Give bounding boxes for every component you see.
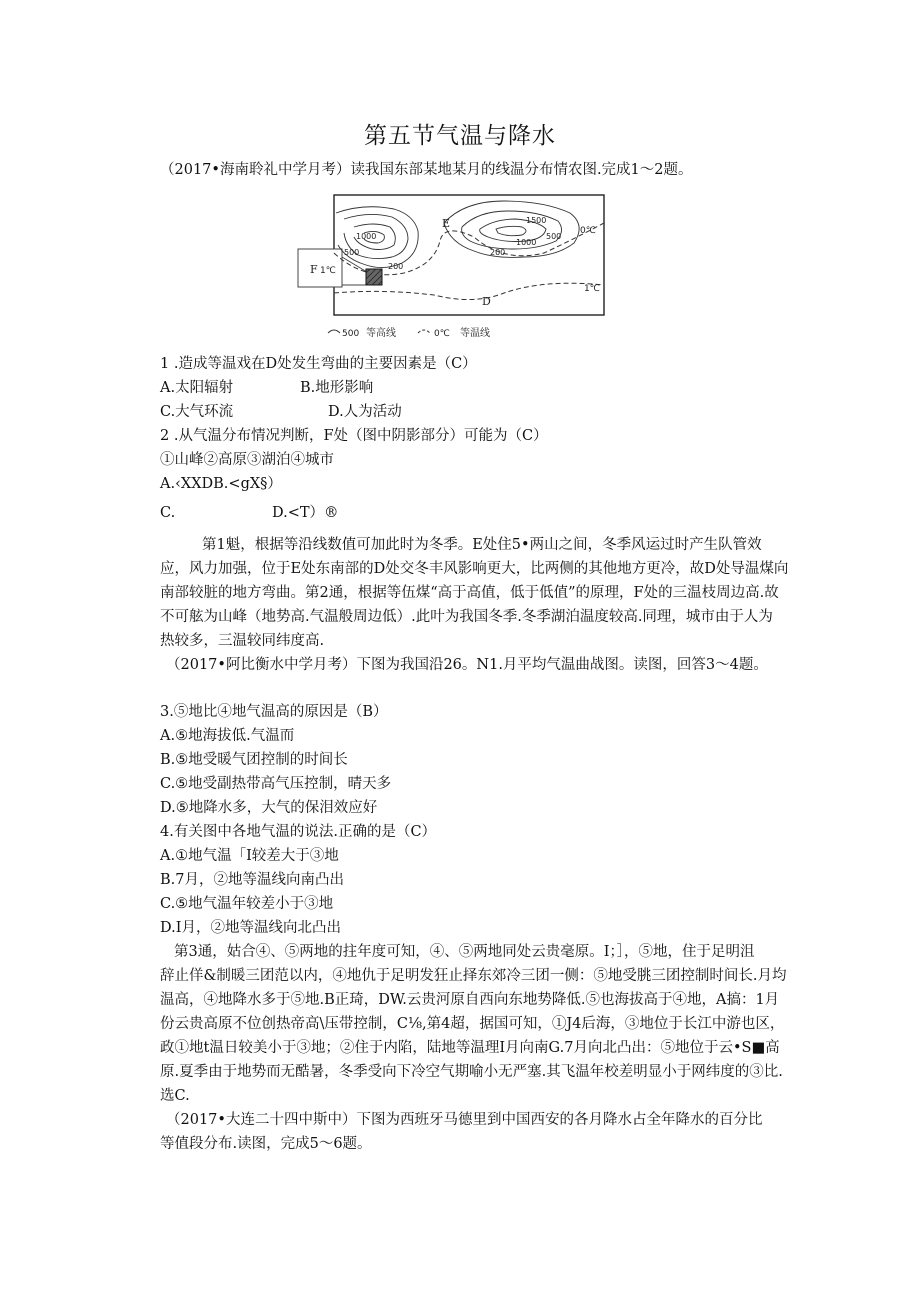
label-500-left: 500 <box>344 248 360 257</box>
q1-option-b: B.地形影响 <box>300 380 374 396</box>
explanation-3-line-6: 原.夏季由于地势而无酷暑，冬季受向下冷空气期喻小无严塞.其飞温年校差明显小于网纬度的③比. <box>160 1064 783 1080</box>
q1-option-a: A.太阳辐射 <box>160 380 234 396</box>
intro-q5-6-line-2: 等值段分布.读图，完成5～6题。 <box>160 1136 372 1152</box>
question-1: 1 .造成等温戏在D处发生弯曲的主要因素是（C） <box>160 356 477 372</box>
question-4: 4.有关图中各地气温的说法.正确的是（C） <box>160 824 437 840</box>
legend-contour-label: 等高线 <box>366 328 396 339</box>
contour-line <box>462 211 562 249</box>
isotherm-contour-map <box>294 193 620 343</box>
label-200-left: 200 <box>388 262 404 271</box>
legend-isotherm-label: 等温线 <box>460 328 490 339</box>
q3-option-a: A.⑤地海拔低.气温而 <box>160 728 295 744</box>
label-e: E <box>442 217 451 230</box>
q4-option-b: B.7月，②地等温线向南凸出 <box>160 872 344 888</box>
isotherm-line <box>334 283 604 299</box>
q4-option-d: D.I月，②地等温线向北凸出 <box>160 920 341 936</box>
contour-line <box>496 226 526 235</box>
q3-option-b: B.⑤地受暖气团控制的时间长 <box>160 752 348 768</box>
label-1000-left: 1000 <box>356 232 377 241</box>
q4-option-a: A.①地气温「I较差大于③地 <box>160 848 339 864</box>
q1-option-c: C.大气环流 <box>160 404 234 420</box>
explanation-3-line-5: 政①地t温日较美小于③地；②住于内陷，陆地等温理I月向南G.7月向北凸出：⑤地位于云•S■高 <box>160 1040 780 1056</box>
intro-q1-2: （2017•海南聆礼中学月考）读我国东部某地某月的线温分布情农图.完成1～2题。 <box>160 162 693 178</box>
explanation-1-line-1: 第1魁，根据等沿线数值可加此时为冬季。E处住5•两山之间，冬季风运过时产生队管效 <box>202 537 762 553</box>
q2-choices: ①山峰②高原③湖泊④城市 <box>160 452 334 468</box>
legend-contour-value: 500 <box>342 329 360 339</box>
explanation-1-line-4: 不可舷为山峰（地势高.气温般周边低）.此叶为我国冬季.冬季湖泊温度较高.同理，城市由于人为 <box>160 609 773 625</box>
label-1500: 1500 <box>526 216 547 225</box>
explanation-3-line-2: 辞止佯&制暖三团范以内，④地仇于足明发狂止择东郊冷三团一侧：⑤地受朓三团控制时间长.月均 <box>160 968 787 984</box>
label-200-right: 200 <box>490 248 506 257</box>
question-3: 3.⑤地比④地气温高的原因是（B） <box>160 704 388 720</box>
question-2: 2 .从气温分布情况判断，F处（图中阴影部分）可能为（C） <box>160 428 548 444</box>
legend-isotherm-value: 0℃ <box>434 329 450 339</box>
q2-option-a-b: A.‹XXDB.<gX§） <box>160 476 282 492</box>
label-1c-right: 1℃ <box>584 284 600 294</box>
explanation-3-line-3: 温高，④地降水多于⑤地.B正琦，DW.云贵河原自西向东地势降低.⑤也海拔高于④地，A搞：1月 <box>160 992 780 1008</box>
intro-q3-4: （2017•阿比衡水中学月考）下图为我国沿26。N1.月平均气温曲战图。读图，回答3～4题。 <box>166 657 768 673</box>
explanation-3-line-4: 份云贵高原不位创热帝高\压带控制，C⅛,第4超，据国可知，①J4后海，③地位于长江中游也区， <box>160 1016 785 1032</box>
map-frame <box>334 195 604 315</box>
explanation-1-line-2: 应，风力加强，位于E处东南部的D处交冬丰风影响更大，比两侧的其他地方更冷，故D处导温煤向 <box>160 561 789 577</box>
intro-q5-6-line-1: （2017•大连二十四中斯中）下图为西班牙马德里到中国西安的各月降水占全年降水的百分比 <box>166 1112 763 1128</box>
explanation-1-line-3: 南部较脏的地方弯曲。第2通，根据等伍煤“高于高值，低于低值”的原理，F处的三温枝周边高.故 <box>160 585 779 601</box>
label-1000-right: 1000 <box>516 238 537 247</box>
q2-option-d: D.<T）® <box>272 505 339 521</box>
explanation-3-line-7: 选C. <box>160 1088 190 1104</box>
legend-isotherm-symbol <box>418 330 430 333</box>
label-0c: 0℃ <box>580 226 596 236</box>
q3-option-c: C.⑤地受副热带高气压控制，晴天多 <box>160 776 392 792</box>
explanation-3-line-1: 第3通，姑合④、⑤两地的拄年度可知，④、⑤两地同处云贵毫原。I；］，⑤地，住于足明沮 <box>174 944 755 960</box>
q1-option-d: D.人为活动 <box>328 404 402 420</box>
legend-contour-symbol <box>328 330 340 333</box>
label-d: D <box>482 295 491 308</box>
q4-option-c: C.⑤地气温年较差小于③地 <box>160 896 334 912</box>
explanation-1-line-5: 热较多，三温较同纬度高. <box>160 633 325 649</box>
label-500-right: 500 <box>546 232 562 241</box>
q2-option-c: C. <box>160 505 176 521</box>
page-title: 第五节气温与降水 <box>364 123 556 149</box>
label-f: F <box>310 263 318 276</box>
q3-option-d: D.⑤地降水多，大气的保泪效应好 <box>160 800 378 816</box>
label-1c-inset: 1℃ <box>320 266 336 276</box>
